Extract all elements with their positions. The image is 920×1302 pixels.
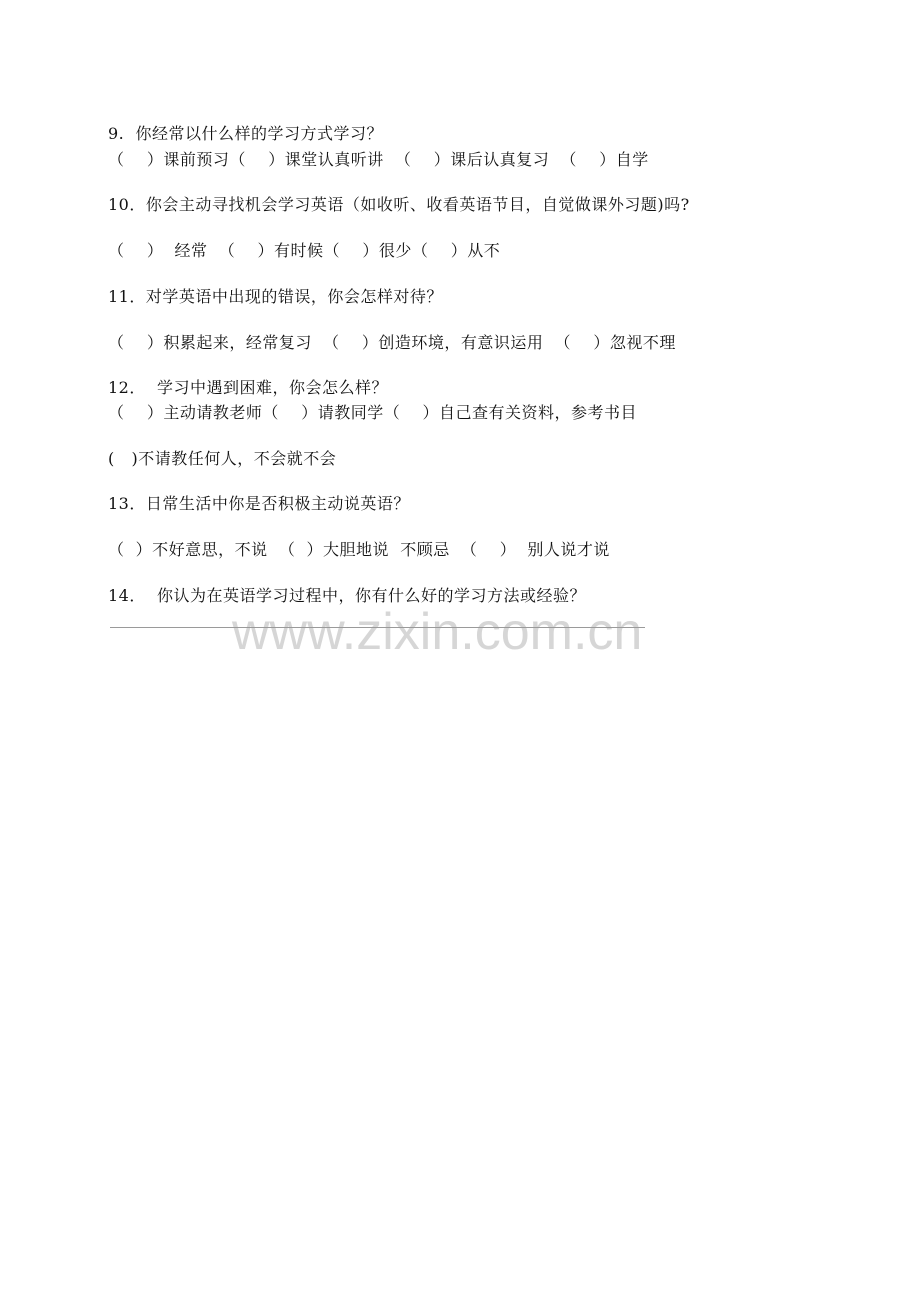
question-10-title: 10．你会主动寻找机会学习英语（如收听、收看英语节目，自觉做课外习题)吗? bbox=[108, 195, 690, 214]
question-12-options: （ ）主动请教老师（ ）请教同学（ ）自己查有关资料，参考书目 bbox=[108, 403, 638, 422]
question-10-options: （ ） 经常 （ ）有时候（ ）很少（ ）从不 bbox=[108, 241, 501, 260]
question-13-options: （ ）不好意思，不说 （ ）大胆地说 不顾忌 （ ） 别人说才说 bbox=[108, 540, 610, 559]
question-11-title: 11．对学英语中出现的错误，你会怎样对待？ bbox=[108, 287, 443, 306]
question-14-title: 14． 你认为在英语学习过程中，你有什么好的学习方法或经验？ bbox=[108, 586, 587, 605]
answer-line bbox=[110, 627, 645, 628]
question-12-title: 12． 学习中遇到困难，你会怎么样？ bbox=[108, 378, 389, 397]
question-9-title: 9. 你经常以什么样的学习方式学习？ bbox=[108, 124, 383, 143]
question-12-options-extra: ( )不请教任何人，不会就不会 bbox=[108, 449, 337, 468]
question-11-options: （ ）积累起来，经常复习 （ ）创造环境，有意识运用 （ ）忽视不理 bbox=[108, 333, 676, 352]
question-13-title: 13．日常生活中你是否积极主动说英语？ bbox=[108, 494, 410, 513]
question-9-options: （ ）课前预习（ ）课堂认真听讲 （ ）课后认真复习 （ ）自学 bbox=[108, 150, 649, 169]
watermark-text: www.zixin.com.cn bbox=[232, 603, 643, 661]
